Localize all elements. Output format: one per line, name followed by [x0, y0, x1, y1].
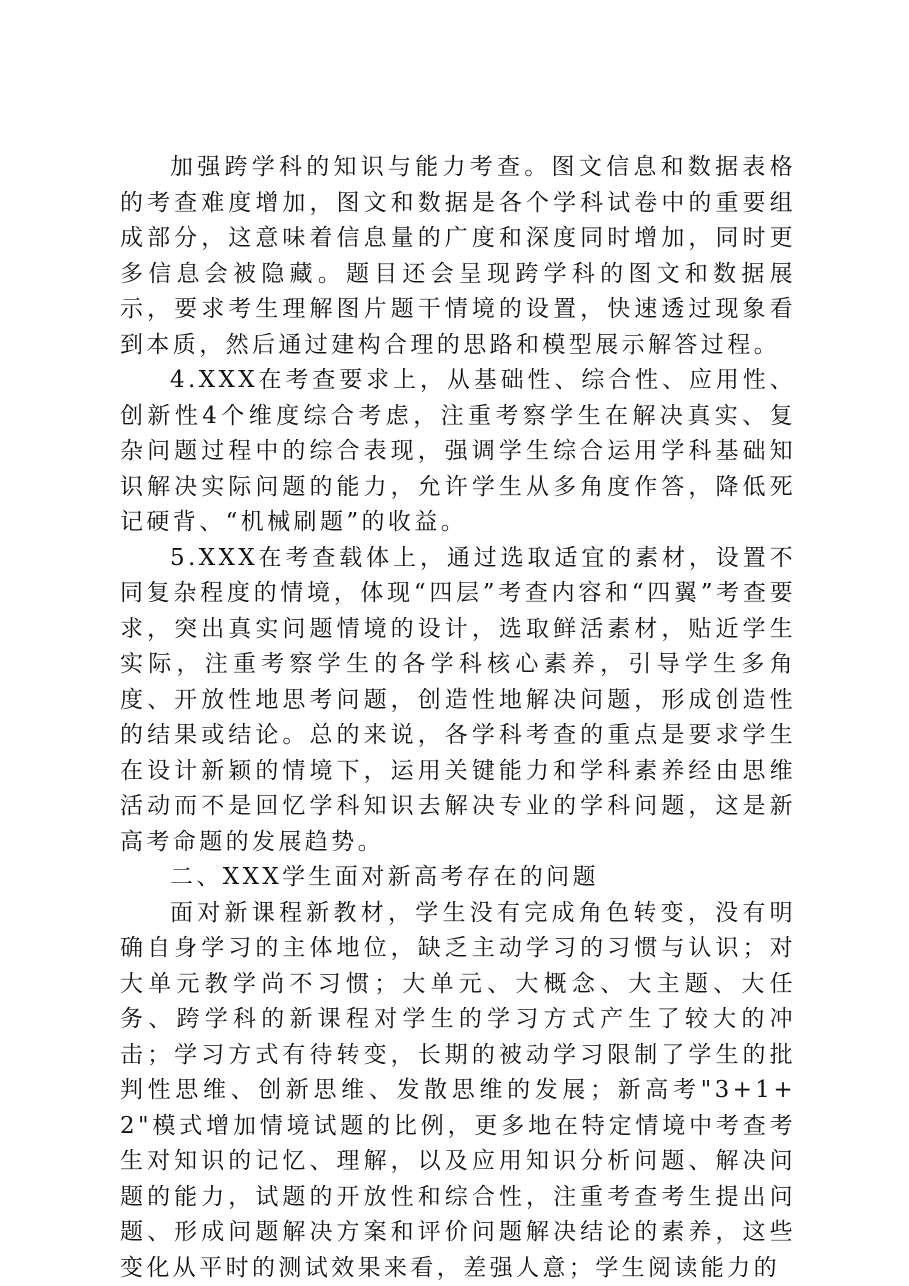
paragraph-student-problems: 面对新课程新教材，学生没有完成角色转变，没有明确自身学习的主体地位，缺乏主动学习的习惯与认识；对大单元教学尚不习惯；大单元、大概念、大主题、大任务、跨学科的新课程对学生的学习方式产生了较大的冲击；学习方式有待转变，长期的被动学习限制了学生的批判性思维、创新思维、发散思维的发展；新高考"3+1+2"模式增加情境试题的比例，更多地在特定情境中考查考生对知识的记忆、理解，以及应用知识分析问题、解决问题的能力，试题的开放性和综合性，注重考查考生提出问题、形成问题解决方案和评价问题解决结论的素养，这些变化从平时的测试效果来看，差强人意；学生阅读能力的	[120, 899, 796, 1281]
paragraph-interdisciplinary: 加强跨学科的知识与能力考查。图文信息和数据表格的考查难度增加，图文和数据是各个学科试卷中的重要组成部分，这意味着信息量的广度和深度同时增加，同时更多信息会被隐藏。题目还会呈现跨学科的图文和数据展示，要求考生理解图片题干情境的设置，快速透过现象看到本质，然后通过建构合理的思路和模型展示解答过程。	[120, 154, 796, 358]
paragraph-point-4: 4.XXX在考查要求上，从基础性、综合性、应用性、创新性4个维度综合考虑，注重考察学生在解决真实、复杂问题过程中的综合表现，强调学生综合运用学科基础知识解决实际问题的能力，允许学生从多角度作答，降低死记硬背、“机械刷题”的收益。	[120, 367, 796, 535]
document-body	[120, 150, 796, 1286]
section-heading-problems: 二、XXX学生面对新高考存在的问题	[170, 864, 599, 890]
paragraph-point-5: 5.XXX在考查载体上，通过选取适宜的素材，设置不同复杂程度的情境，体现“四层”考查内容和“四翼”考查要求，突出真实问题情境的设计，选取鲜活素材，贴近学生实际，注重考察学生的各学科核心素养，引导学生多角度、开放性地思考问题，创造性地解决问题，形成创造性的结果或结论。总的来说，各学科考查的重点是要求学生在设计新颖的情境下，运用关键能力和学科素养经由思维活动而不是回忆学科知识去解决专业的学科问题，这是新高考命题的发展趋势。	[120, 544, 796, 855]
